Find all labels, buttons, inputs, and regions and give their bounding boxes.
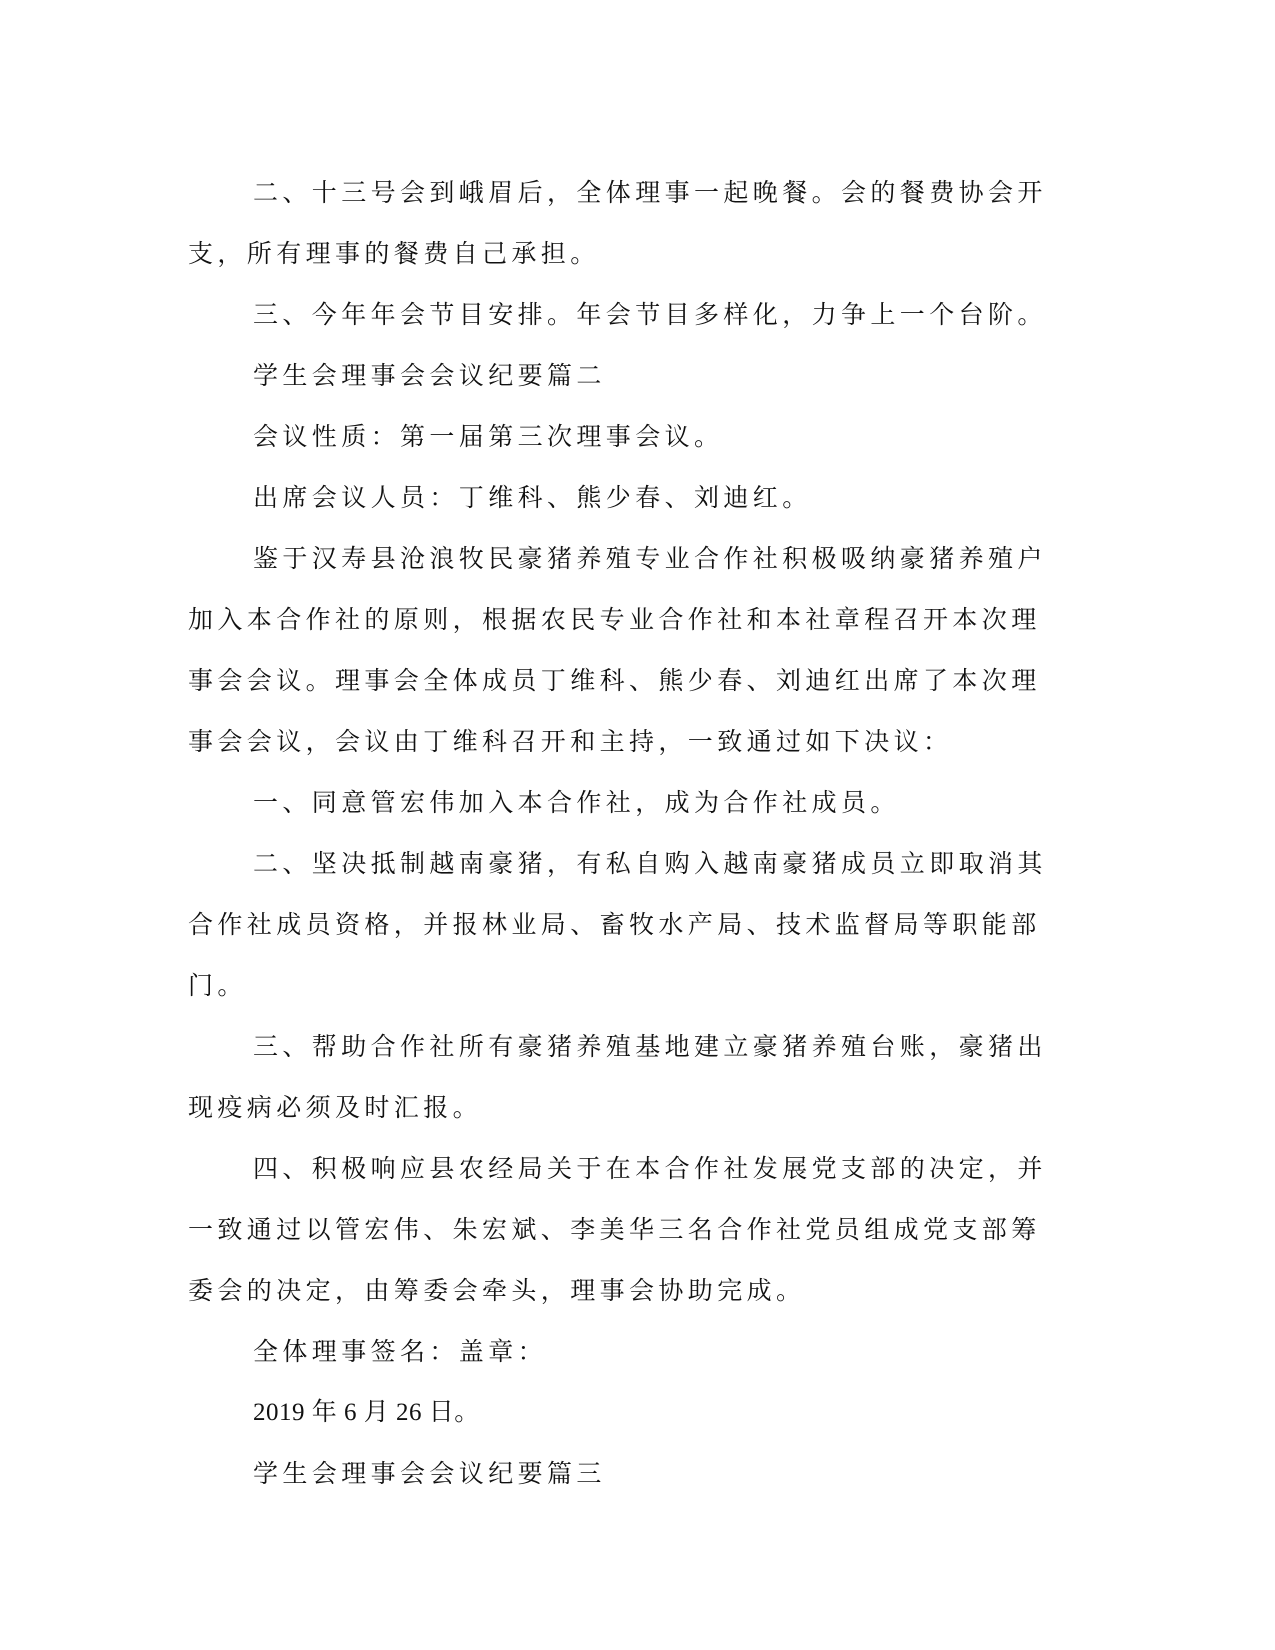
paragraph-resolution-one: 一、同意管宏伟加入本合作社，成为合作社成员。 <box>253 788 900 817</box>
paragraph-resolution-three: 三、帮助合作社所有豪猪养殖基地建立豪猪养殖台账，豪猪出现疫病必须及时汇报。 <box>188 1032 1047 1122</box>
paragraph-resolution-two: 二、坚决抵制越南豪猪，有私自购入越南豪猪成员立即取消其合作社成员资格，并报林业局、畜牧水产局、技术监督局等职能部门。 <box>188 849 1047 1000</box>
paragraph-meeting-preamble: 鉴于汉寿县沧浪牧民豪猪养殖专业合作社积极吸纳豪猪养殖户加入本合作社的原则，根据农民专业合作社和本社章程召开本次理事会会议。理事会全体成员丁维科、熊少春、刘迪红出席了本次理事会会议，会议由丁维科召开和主持，一致通过如下决议： <box>188 544 1047 756</box>
paragraph-meeting-nature: 会议性质：第一届第三次理事会议。 <box>253 422 724 451</box>
document-body <box>188 162 1068 1504</box>
signature-line: 全体理事签名：盖章： <box>253 1337 548 1366</box>
date-line: 2019 年 6 月 26 日。 <box>253 1399 480 1426</box>
paragraph-annual-program: 三、今年年会节目安排。年会节目多样化，力争上一个台阶。 <box>253 300 1047 329</box>
section-heading-part-two: 学生会理事会会议纪要篇二 <box>253 361 606 390</box>
paragraph-resolution-four: 四、积极响应县农经局关于在本合作社发展党支部的决定，并一致通过以管宏伟、朱宏斌、李美华三名合作社党员组成党支部筹委会的决定，由筹委会牵头，理事会协助完成。 <box>188 1154 1047 1305</box>
paragraph-dinner-arrangement: 二、十三号会到峨眉后，全体理事一起晚餐。会的餐费协会开支，所有理事的餐费自己承担。 <box>188 178 1047 268</box>
section-heading-part-three: 学生会理事会会议纪要篇三 <box>253 1459 606 1488</box>
paragraph-attendees: 出席会议人员：丁维科、熊少春、刘迪红。 <box>253 483 812 512</box>
